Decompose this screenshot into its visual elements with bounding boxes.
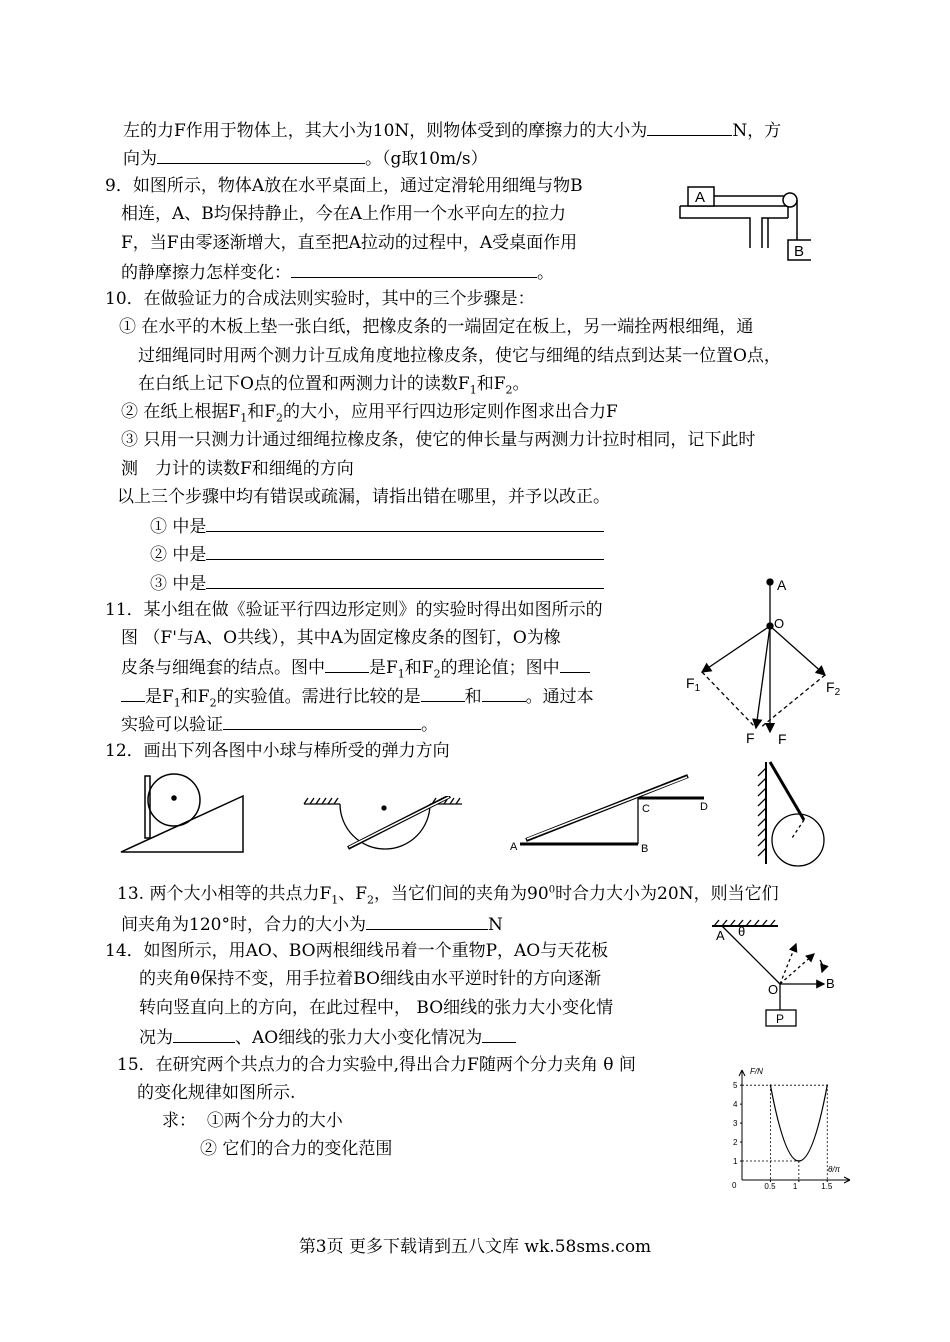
q12-figure-3 [508, 770, 716, 852]
label-b: B [794, 243, 805, 260]
q12-figure-4 [752, 758, 832, 868]
label-p: P [776, 1012, 785, 1026]
q11-line4 [121, 684, 594, 708]
q14-line3: 转向竖直向上的方向，在此过程中， BO细线的张力大小变化情 [139, 998, 614, 1018]
q10-summary: 以上三个步骤中均有错误或疏漏，请指出错在哪里，并予以改正。 [117, 487, 610, 507]
q11-blank-4[interactable] [482, 684, 526, 702]
sub: 1 [397, 667, 405, 681]
text: ② 在纸上根据F [121, 402, 241, 422]
x-label: θ/π [828, 1165, 840, 1174]
text: 的理论值；图中 [440, 658, 560, 678]
q14-figure [708, 918, 843, 1028]
q12-figure-2 [300, 796, 466, 862]
text: 和F [404, 658, 434, 678]
data-point [770, 1084, 772, 1086]
q9-line2: 相连，A、B均保持静止，今在A上作用一个水平向左的拉力 [121, 204, 567, 224]
ball [772, 814, 824, 866]
q10-step3-line1: ③ 只用一只测力计通过细绳拉橡皮条，使它的伸长量与两测力计拉时相同，记下此时 [121, 430, 756, 450]
data-curve [770, 1085, 827, 1161]
q11-line1: 11．某小组在做《验证平行四边形定则》的实验时得出如图所示的 [105, 600, 603, 620]
y-tick-label: 4 [733, 1100, 738, 1110]
page-footer: 第3页 更多下载请到五八文库 wk.58sms.com [298, 1237, 652, 1257]
q8-text: 左的力F作用于物体上，其大小为10N，则物体受到的摩擦力的大小为 [123, 121, 648, 141]
q11-line5 [121, 712, 438, 736]
sub: 1 [173, 696, 181, 710]
label-f: F [746, 730, 755, 746]
q10-blank-3[interactable] [206, 571, 604, 589]
x-tick-label: 1.5 [821, 1182, 833, 1190]
q15-chart [722, 1062, 857, 1190]
text: ③ 中是 [150, 574, 207, 594]
label-f1: $F_1$ [686, 675, 701, 694]
q8-text: N，方 [732, 121, 782, 141]
label-f-prime: F [778, 731, 787, 747]
sub: 2 [433, 667, 441, 681]
y-tick-label: 3 [733, 1119, 738, 1129]
sub: 2 [209, 696, 217, 710]
q14-line1: 14．如图所示，用AO、BO两根细线吊着一个重物P，AO与天花板 [105, 941, 609, 961]
text: 和F [476, 374, 506, 394]
q11-figure [680, 572, 850, 752]
q15-ask2: ② 它们的合力的变化范围 [200, 1139, 393, 1159]
q9-line1: 9．如图所示，物体A放在水平桌面上，通过定滑轮用细绳与物B [105, 176, 583, 196]
y-tick-label: 1 [733, 1157, 738, 1167]
text: 和F [247, 402, 276, 422]
text: 的大小，应用平行四边形定则作图求出合力F [283, 402, 618, 422]
rope-ao [722, 926, 780, 984]
q15-line2: 的变化规律如图所示. [137, 1083, 296, 1103]
text: 的实验值。需进行比较的是 [216, 687, 421, 707]
q10-answer-1 [150, 514, 604, 538]
q9-line3: F，当F由零逐渐增大，直至把A拉动的过程中，A受桌面作用 [121, 233, 578, 253]
q8-blank-2[interactable] [157, 146, 365, 164]
q14-line4 [139, 1025, 516, 1049]
sup: 0 [548, 884, 556, 896]
y-tick-label: 5 [733, 1081, 738, 1091]
q10-answer-2 [150, 542, 604, 566]
q10-step3-line2: 测 力计的读数F和细绳的方向 [121, 459, 354, 479]
q11-blank-2b[interactable] [121, 684, 145, 702]
q14-line2: 的夹角θ保持不变，用手拉着BO细线由水平逆时针的方向逐渐 [139, 969, 601, 989]
label-b: B [826, 976, 835, 991]
vector-f [756, 626, 770, 728]
dashed-side-1 [702, 672, 756, 728]
label-theta: θ [738, 924, 746, 939]
y-label: F/N [750, 1067, 763, 1076]
text: ①两个分力的大小 [206, 1111, 343, 1131]
q12-line1: 12．画出下列各图中小球与棒所受的弹力方向 [105, 741, 450, 761]
q9-blank[interactable] [291, 260, 537, 278]
q12-figure-1 [118, 770, 248, 856]
q9-line4 [121, 260, 554, 284]
q10-step1-line1: ① 在水平的木板上垫一张白纸，把橡皮条的一端固定在板上，另一端拴两根细绳，通 [119, 317, 754, 337]
data-point [826, 1084, 828, 1086]
q11-blank-5[interactable] [223, 712, 421, 730]
sub: 1 [240, 411, 248, 425]
sub: 2 [276, 411, 283, 425]
y-tick-label: 2 [733, 1138, 738, 1148]
text: ② 中是 [150, 545, 207, 565]
text: 时合力大小为20N，则当它们 [555, 884, 779, 904]
text: 。通过本 [525, 687, 594, 707]
ball-center [172, 796, 176, 800]
q9-figure [676, 178, 811, 268]
q14-blank-2[interactable] [482, 1025, 516, 1043]
data-point [798, 1160, 800, 1162]
q15-ask [162, 1110, 343, 1132]
q13-line1 [117, 883, 779, 905]
q10-step1-line2: 过细绳同时用两个测力计互成角度地拉橡皮条，使它与细绳的结点到达某一位置O点， [138, 346, 781, 366]
q9-text: 。 [537, 263, 554, 283]
text: ① 中是 [150, 517, 207, 537]
label-d: D [700, 801, 708, 813]
q10-intro: 10．在做验证力的合成法则实验时，其中的三个步骤是： [105, 289, 535, 309]
vector-f1 [702, 626, 770, 672]
q11-line3 [121, 655, 590, 679]
label-a: A [716, 928, 725, 943]
pulley-icon [783, 193, 797, 207]
label-o: O [774, 616, 785, 631]
sub: 1 [469, 383, 477, 397]
label-a: A [777, 577, 787, 593]
q13-line2 [121, 912, 503, 936]
q10-blank-2[interactable] [206, 542, 604, 560]
q8-text: 向为 [123, 149, 157, 169]
q10-blank-1[interactable] [206, 514, 604, 532]
sub: 2 [367, 893, 375, 907]
label-c: C [642, 803, 650, 815]
label-b: B [641, 843, 649, 852]
sub: 1 [331, 893, 339, 907]
q11-line2: 图 （F'与A、O共线），其中A为固定橡皮条的图钉，O为橡 [121, 628, 561, 648]
text: ，当它们间的夹角为90 [374, 884, 549, 904]
label-f2: $F_2$ [826, 679, 841, 698]
label-a: A [695, 189, 706, 206]
text: 求： [162, 1111, 196, 1131]
label-a: A [510, 841, 518, 852]
q10-step1-line3 [138, 373, 530, 395]
origin-label: 0 [732, 1181, 737, 1190]
text: 13. 两个大小相等的共点力F [117, 884, 332, 904]
text: 况为 [139, 1028, 173, 1048]
sub: 2 [505, 383, 513, 397]
x-tick-label: 0.5 [764, 1182, 776, 1190]
text: 皮条与细绳套的结点。图中 [121, 658, 325, 678]
q15-line1: 15．在研究两个共点力的合力实验中,得出合力F随两个分力夹角 θ 间 [117, 1055, 636, 1075]
q8-line2 [123, 146, 488, 170]
q8-blank-1[interactable] [647, 118, 732, 136]
text: 实验可以验证 [121, 715, 223, 735]
rod [770, 762, 804, 820]
q8-text: 。（g取10m/s） [365, 149, 488, 169]
bowl-center [382, 806, 386, 810]
text: 。 [421, 715, 438, 735]
bowl [340, 804, 430, 849]
q13-blank[interactable] [366, 912, 488, 930]
text: 、AO细线的张力大小变化情况为 [235, 1028, 483, 1048]
label-o: O [768, 982, 779, 997]
text: N [487, 915, 503, 935]
text: 和F [180, 687, 210, 707]
q10-step2 [121, 401, 618, 423]
q8-line1 [123, 118, 781, 142]
text: 。 [512, 374, 530, 394]
q11-blank-1[interactable] [325, 655, 369, 673]
text: 间夹角为120°时，合力的大小为 [121, 915, 366, 935]
q9-text: 的静摩擦力怎样变化： [121, 263, 291, 283]
text: 是F [145, 687, 174, 707]
text: 是F [369, 658, 398, 678]
q11-blank-2[interactable] [560, 655, 590, 673]
q10-answer-3 [150, 571, 604, 595]
text: 在白纸上记下O点的位置和两测力计的读数F [138, 374, 470, 394]
vector-f2 [770, 626, 825, 675]
q11-blank-3[interactable] [421, 684, 465, 702]
q14-blank-1[interactable] [173, 1025, 235, 1043]
text: 和 [464, 687, 482, 707]
x-tick-label: 1 [792, 1182, 798, 1190]
text: 、F [338, 884, 368, 904]
